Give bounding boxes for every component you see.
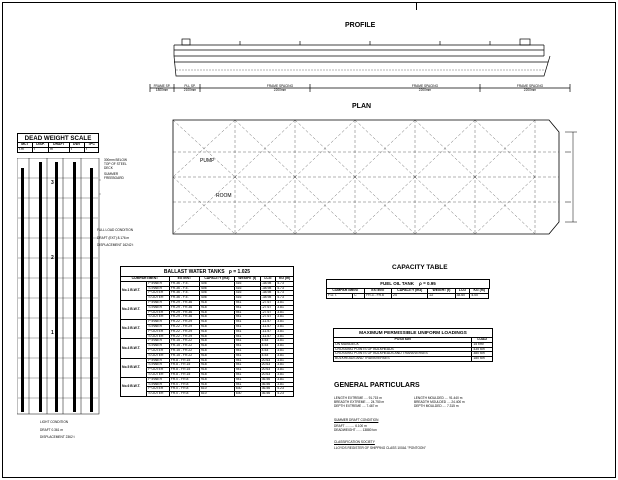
ballast-cell: 3.81 (276, 377, 294, 382)
ballast-group-label: No.2 B.W.T. (121, 300, 147, 319)
fuel-cell: FR.3 - FR.6 (365, 293, 392, 298)
ballast-cell: S OUTER (147, 334, 169, 339)
ballast-cell: FR.29 - FR.36 (169, 300, 199, 305)
ballast-cell: FR.15 - FR.22 (169, 344, 199, 349)
ballast-cell: 3.81 (276, 339, 294, 344)
ballast-cell: -11.57 (260, 334, 276, 339)
loadings-position: BULKHEADS AND TRANSVERSES (334, 357, 472, 362)
ballast-cell: FR.0 - FR.8 (169, 387, 199, 392)
loadings-position: CROSSING POINTS OF BULKHEADS AND TRANSVERSES (334, 352, 472, 357)
fuel-col-lcg: LCG (455, 289, 470, 294)
ballast-cell: P INNER (147, 358, 169, 363)
fuel-cell: C (353, 293, 365, 298)
ballast-cell: 36.56 (260, 382, 276, 387)
particular-row: DEPTH EXTREME .... 7.467 m (334, 404, 378, 408)
ballast-cell: -38.98 (260, 296, 276, 301)
ballast-cell: 20.63 (260, 363, 276, 368)
ballast-col-extent: EXTENT (169, 277, 199, 282)
fuel-oil-rho: ρ = 0.95 (419, 281, 436, 286)
fuel-col-weight: WEIGHT (t) (428, 289, 455, 294)
dws-unit-draft: m (49, 147, 70, 152)
draft-mark-3: 3 (51, 180, 54, 186)
ballast-cell: 918 (199, 344, 234, 349)
ballast-cell: 918 (199, 300, 234, 305)
ballast-cell: 941 (234, 339, 260, 344)
ballast-cell: 941 (234, 363, 260, 368)
ballast-cell: P OUTER (147, 291, 169, 296)
draft-mark-2: 2 (51, 255, 54, 261)
summer-draft-title: SUMMER DRAFT CONDITION (334, 418, 379, 422)
loadings-title: MAXIMUM PERMISSIBLE UNIFORM LOADINGS (333, 328, 493, 339)
summer-draft-values (334, 424, 414, 432)
capacity-fuel-table (326, 288, 489, 299)
ballast-cell: FR.8 - FR.15 (169, 372, 199, 377)
particular-row: DEADWEIGHT ...... 13880 ton (334, 428, 377, 432)
ballast-cell: -11.57 (260, 329, 276, 334)
frame-label-1: FRAME SP. 1800mm (153, 84, 171, 92)
ballast-cell: S INNER (147, 382, 169, 387)
ballast-cell: 941 (234, 358, 260, 363)
fuel-cell: F.O.T. (327, 293, 353, 298)
ballast-cell: S OUTER (147, 372, 169, 377)
ballast-cell: 941 (234, 310, 260, 315)
dead-weight-scale-header (17, 142, 99, 153)
full-load-label: FULL LOAD CONDITION (97, 228, 134, 232)
light-condition-label: LIGHT CONDITION (40, 420, 69, 424)
ballast-col-lcg: LCG (260, 277, 276, 282)
fuel-row (327, 293, 489, 298)
dws-annotation-deck: 300mm BELOW TOP OF STEEL DECK (104, 158, 128, 170)
ballast-cell: 918 (199, 377, 234, 382)
ballast-cell: 4.53 (260, 348, 276, 353)
ballast-cell: -38.98 (260, 286, 276, 291)
loadings-value: 380 ton (472, 352, 493, 357)
ballast-cell: 918 (199, 353, 234, 358)
ballast-cell: 3.81 (276, 344, 294, 349)
ballast-cell: 406 (199, 296, 234, 301)
ballast-cell: 610 (199, 392, 234, 397)
ballast-cell: FR.36 - F.E. (169, 296, 199, 301)
ballast-cell: 416 (234, 281, 260, 286)
ballast-cell: P OUTER (147, 387, 169, 392)
particular-row: BREADTH MOULDED .... 24.400 m (414, 400, 465, 404)
ballast-cell: 3.81 (276, 320, 294, 325)
ballast-cell: 36.56 (260, 392, 276, 397)
ballast-cell: 941 (234, 315, 260, 320)
ballast-cell: S OUTER (147, 296, 169, 301)
ballast-cell: FR.36 - F.E. (169, 286, 199, 291)
ballast-cell: 3.81 (276, 315, 294, 320)
ballast-cell: S INNER (147, 286, 169, 291)
fuel-col-compartment: COMPARTMENT (327, 289, 365, 294)
ballast-cell: 941 (234, 344, 260, 349)
ballast-cell: 36.56 (260, 387, 276, 392)
ballast-cell: 918 (199, 358, 234, 363)
capacity-title: CAPACITY TABLE (392, 264, 448, 271)
fuel-col-kg: KG (m) (470, 289, 489, 294)
loadings-position: CROSSING POINTS OF BULKHEADS (334, 347, 472, 352)
ballast-cell: FR.0 - FR.8 (169, 382, 199, 387)
ballast-cell: 4.73 (276, 286, 294, 291)
ballast-cell: P INNER (147, 377, 169, 382)
draft-mark-1: 1 (51, 330, 54, 336)
ballast-cell: S INNER (147, 344, 169, 349)
ballast-group-label: No.1 B.W.T. (121, 281, 147, 300)
ballast-cell: P OUTER (147, 329, 169, 334)
ballast-cell: FR.29 - FR.36 (169, 315, 199, 320)
ballast-cell: 3.81 (276, 329, 294, 334)
frame-label-3: FRAME SPACING 2200mm (266, 84, 294, 92)
ballast-cell: 3.81 (276, 358, 294, 363)
ballast-cell: FR.0 - FR.8 (169, 392, 199, 397)
particulars-left (334, 396, 414, 408)
loadings-col-position: POSITION (334, 338, 472, 343)
loadings-row (334, 357, 493, 362)
plan-title: PLAN (352, 103, 372, 110)
ballast-cell: 4.73 (276, 281, 294, 286)
plan-label-room: ROOM (216, 193, 232, 199)
ballast-cell: 918 (199, 368, 234, 373)
profile-title: PROFILE (345, 22, 376, 29)
dws-unit-dwt: t (69, 147, 84, 152)
loadings-value: 180 ton (472, 357, 493, 362)
ballast-cell: P OUTER (147, 310, 169, 315)
ballast-cell: 20.63 (260, 358, 276, 363)
ballast-cell: 36.56 (260, 377, 276, 382)
ballast-cell: S INNER (147, 305, 169, 310)
ballast-cell: S OUTER (147, 353, 169, 358)
ballast-cell: P INNER (147, 320, 169, 325)
ballast-cell: -27.67 (260, 310, 276, 315)
dws-col-disp: DISP. (32, 143, 48, 148)
ballast-cell: P OUTER (147, 348, 169, 353)
ballast-cell: FR.0 - FR.8 (169, 377, 199, 382)
frame-label-2: PLL SP. 2100mm (183, 84, 197, 92)
particular-row: BREADTH EXTREME .... 24.750 m (334, 400, 385, 404)
ballast-group-label: No.4 B.W.T. (121, 339, 147, 358)
ballast-cell: 918 (199, 363, 234, 368)
ballast-table (120, 276, 294, 397)
ballast-cell: 4.53 (260, 339, 276, 344)
ballast-cell: 4.23 (276, 392, 294, 397)
ballast-cell: 918 (199, 329, 234, 334)
dws-unit-disp: t (32, 147, 48, 152)
dws-col-mct: MCT (18, 143, 33, 148)
particular-row: LENGTH EXTREME .... 91.715 m (334, 396, 382, 400)
ballast-cell: 3.81 (276, 334, 294, 339)
frame-label-5: FRAME SPACING 2200mm (516, 84, 544, 92)
ballast-cell: -11.57 (260, 320, 276, 325)
ballast-cell: 918 (199, 305, 234, 310)
frame-label-4: FRAME SPACING 2200mm (411, 84, 439, 92)
dws-unit-mct: t.m (18, 147, 33, 152)
classification-title: CLASSIFICATION SOCIETY (334, 440, 375, 444)
ballast-cell: -27.67 (260, 305, 276, 310)
ballast-cell: 3.81 (276, 382, 294, 387)
ballast-cell: 4.53 (260, 344, 276, 349)
ballast-cell: 918 (199, 334, 234, 339)
ballast-cell: FR.36 - F.E. (169, 291, 199, 296)
ballast-cell: 406 (199, 281, 234, 286)
dead-weight-scale-bars (17, 158, 101, 416)
ballast-cell: 941 (234, 348, 260, 353)
ballast-cell: 3.81 (276, 348, 294, 353)
particular-row: LENGTH MOULDED .... 91.440 m (414, 396, 463, 400)
ballast-cell: FR.15 - FR.22 (169, 353, 199, 358)
ballast-cell: 630 (234, 387, 260, 392)
ballast-cell: P INNER (147, 300, 169, 305)
fuel-col-capacity: CAPACITY (m3) (392, 289, 428, 294)
fuel-oil-title: FUEL OIL TANK (380, 281, 415, 286)
top-border-tick (416, 2, 417, 10)
dead-weight-scale-title: DEAD WEIGHT SCALE (17, 133, 99, 144)
ballast-col-compartment: COMPARTMENT (121, 277, 170, 282)
full-load-draft: DRAFT (EXT) 8.176 m (97, 236, 130, 240)
loadings-table (333, 337, 493, 362)
ballast-col-weight: WEIGHT (t) (234, 277, 260, 282)
ballast-cell: 3.81 (276, 310, 294, 315)
fuel-cell: 22 (428, 293, 455, 298)
ballast-cell: 941 (234, 329, 260, 334)
ballast-cell: FR.22 - FR.29 (169, 324, 199, 329)
light-condition-draft: DRAFT 0.361 m (40, 428, 63, 432)
ballast-cell: -38.98 (260, 281, 276, 286)
ballast-cell: -38.98 (260, 291, 276, 296)
ballast-cell: 416 (234, 291, 260, 296)
ballast-cell: FR.22 - FR.29 (169, 320, 199, 325)
plan-label-pump: PUMP (200, 158, 215, 164)
light-condition-displacement: DISPLACEMENT 2362 t (40, 435, 75, 439)
ballast-cell: FR.8 - FR.15 (169, 358, 199, 363)
ballast-cell: 3.81 (276, 300, 294, 305)
dws-col-tpc: TPC (85, 143, 99, 148)
classification-value: LLOYDS REGISTER OF SHIPPING CLASS 100A1 "PONTOON" (334, 446, 426, 450)
fuel-cell: 38.60 (455, 293, 470, 298)
ballast-cell: 20.63 (260, 372, 276, 377)
dws-col-dwt: DWT (69, 143, 84, 148)
ballast-cell: 941 (234, 353, 260, 358)
ballast-cell: S INNER (147, 324, 169, 329)
ballast-cell: -11.57 (260, 324, 276, 329)
particular-row: DRAFT .......... 6.100 m (334, 424, 367, 428)
ballast-col-capacity: CAPACITY (m3) (199, 277, 234, 282)
ballast-cell: 918 (199, 348, 234, 353)
ballast-cell: 941 (234, 377, 260, 382)
ballast-cell: 4.53 (260, 353, 276, 358)
ballast-cell: FR.29 - FR.36 (169, 310, 199, 315)
dws-unit-tpc: t (85, 147, 99, 152)
fuel-col-extent: EXTENT (365, 289, 392, 294)
ballast-cell: 3.81 (276, 372, 294, 377)
ballast-cell: 406 (199, 291, 234, 296)
ballast-cell: 3.81 (276, 368, 294, 373)
ballast-cell: FR.15 - FR.22 (169, 339, 199, 344)
ballast-title: BALLAST WATER TANKS (163, 269, 225, 275)
ballast-cell: FR.29 - FR.36 (169, 305, 199, 310)
ballast-cell: 918 (199, 339, 234, 344)
ballast-cell: 610 (199, 387, 234, 392)
ballast-cell: FR.36 - F.E. (169, 281, 199, 286)
profile-drawing (140, 30, 580, 110)
ballast-cell: 918 (199, 315, 234, 320)
ballast-cell: P INNER (147, 339, 169, 344)
ballast-cell: FR.8 - FR.15 (169, 368, 199, 373)
ballast-cell: -27.67 (260, 300, 276, 305)
loadings-value: 15 t/m² (472, 342, 493, 347)
ballast-cell: 416 (234, 296, 260, 301)
ballast-cell: 941 (234, 305, 260, 310)
ballast-cell: S OUTER (147, 392, 169, 397)
ballast-cell: 3.81 (276, 353, 294, 358)
ballast-cell: S INNER (147, 363, 169, 368)
fuel-cell: 24 (392, 293, 428, 298)
particulars-title: GENERAL PARTICULARS (334, 382, 420, 389)
ballast-cell: 406 (199, 286, 234, 291)
ballast-cell: 941 (234, 320, 260, 325)
ballast-cell: FR.22 - FR.29 (169, 329, 199, 334)
ballast-cell: FR.22 - FR.29 (169, 334, 199, 339)
ballast-cell: 918 (199, 320, 234, 325)
ballast-cell: 941 (234, 300, 260, 305)
ballast-cell: S OUTER (147, 315, 169, 320)
ballast-cell: 918 (199, 310, 234, 315)
ballast-cell: 4.73 (276, 291, 294, 296)
ballast-col-kg: KG (m) (276, 277, 294, 282)
ballast-cell: 20.63 (260, 368, 276, 373)
loadings-col-load: LOAD (472, 338, 493, 343)
dws-col-draft: DRAFT (49, 143, 70, 148)
ballast-rho: ρ = 1.025 (228, 269, 251, 275)
ballast-cell: -27.67 (260, 315, 276, 320)
ballast-cell: 630 (234, 392, 260, 397)
particulars-right (414, 396, 494, 408)
ballast-cell: 941 (234, 382, 260, 387)
ballast-cell: 3.81 (276, 305, 294, 310)
ballast-cell: P INNER (147, 281, 169, 286)
ballast-cell: 941 (234, 368, 260, 373)
ballast-cell: 941 (234, 334, 260, 339)
ballast-cell: 918 (199, 372, 234, 377)
ballast-cell: 941 (234, 324, 260, 329)
plan-drawing (165, 112, 585, 247)
ballast-cell: 4.23 (276, 387, 294, 392)
fuel-cell: 4.00 (470, 293, 489, 298)
ballast-cell: 416 (234, 286, 260, 291)
ballast-row (121, 392, 294, 397)
ballast-cell: FR.8 - FR.15 (169, 363, 199, 368)
loadings-value: 435 ton (472, 347, 493, 352)
ballast-cell: 918 (199, 382, 234, 387)
ballast-cell: 3.81 (276, 363, 294, 368)
dws-summer-freeboard: SUMMER FREEBOARD (104, 172, 124, 180)
loadings-position: ON MAINDECK (334, 342, 472, 347)
ballast-cell: 4.73 (276, 296, 294, 301)
ballast-group-label: No.6 B.W.T. (121, 377, 147, 396)
ballast-cell: 941 (234, 372, 260, 377)
particular-row: DEPTH MOULDED .... 7.315 m (414, 404, 459, 408)
full-load-displacement: DISPLACEMENT 16242 t (97, 243, 134, 247)
ballast-group-label: No.3 B.W.T. (121, 320, 147, 339)
ballast-cell: 3.81 (276, 324, 294, 329)
ballast-cell: FR.15 - FR.22 (169, 348, 199, 353)
ballast-cell: P OUTER (147, 368, 169, 373)
ballast-cell: 918 (199, 324, 234, 329)
ballast-group-label: No.5 B.W.T. (121, 358, 147, 377)
